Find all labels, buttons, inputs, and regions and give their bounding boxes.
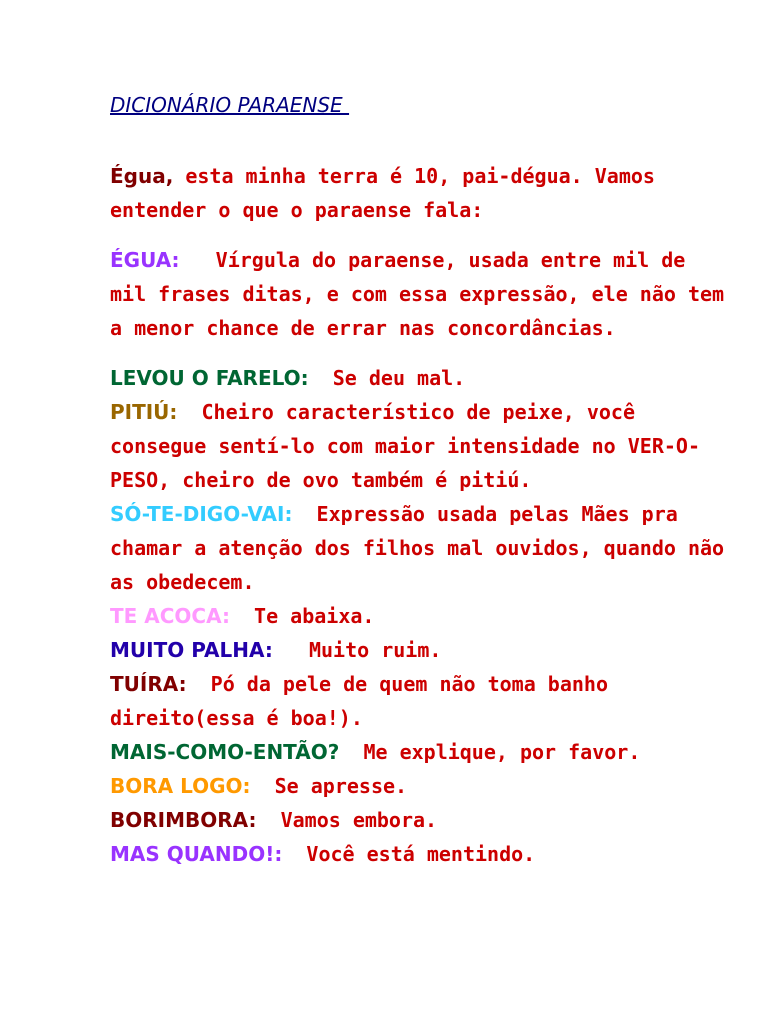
intro-text: esta minha terra é 10, pai-dégua. Vamos entender o que o paraense fala: (110, 164, 667, 222)
entry-term: MAIS-COMO-ENTÃO? (110, 740, 340, 764)
entry-definition: Muito ruim. (272, 638, 442, 662)
entry-definition: Cheiro característico de peixe, você consegue sentí-lo com maior intensidade no VER-O-PESO, cheiro de ovo também é pitiú. (110, 400, 701, 492)
entry-definition: Se deu mal. (308, 366, 466, 390)
entry-term: LEVOU O FARELO: (110, 366, 309, 390)
entry-definition: Pó da pele de quem não toma banho direito(essa é boa!). (110, 672, 621, 730)
document-page (110, 90, 737, 872)
entry-muito-palha (110, 634, 730, 668)
entry-bora-logo (110, 770, 730, 804)
entry-term: MAS QUANDO!: (110, 842, 283, 866)
entry-egua (110, 244, 737, 346)
document-title: DICIONÁRIO PARAENSE (110, 93, 350, 117)
entry-definition: Se apresse. (250, 774, 408, 798)
entry-definition: Você está mentindo. (282, 842, 536, 866)
entry-term: PITIÚ: (110, 400, 178, 424)
entry-term: BORA LOGO: (110, 774, 251, 798)
entry-definition: Vamos embora. (256, 808, 438, 832)
intro-term: Égua, (110, 164, 174, 188)
entry-te-acoca (110, 600, 730, 634)
entry-term: SÓ-TE-DIGO-VAI: (110, 502, 293, 526)
entry-borimbora (110, 804, 730, 838)
entry-mas-quando (110, 838, 730, 872)
entry-definition: Expressão usada pelas Mães pra chamar a atenção dos filhos mal ouvidos, quando não as obedecem. (110, 502, 737, 594)
entry-term: BORIMBORA: (110, 808, 257, 832)
entry-definition: Te abaixa. (229, 604, 375, 628)
entry-so-te-digo-vai (110, 498, 737, 600)
entry-term: MUITO PALHA: (110, 638, 273, 662)
entry-definition: Me explique, por favor. (339, 740, 641, 764)
entry-pitiu (110, 396, 730, 498)
intro-paragraph (110, 160, 730, 228)
entry-term: TE ACOCA: (110, 604, 230, 628)
entry-mais-como-entao (110, 736, 730, 770)
entry-tuira (110, 668, 730, 736)
entry-levou-o-farelo (110, 362, 730, 396)
entry-term: ÉGUA: (110, 248, 180, 272)
entry-term: TUÍRA: (110, 672, 187, 696)
entry-definition: Vírgula do paraense, usada entre mil de mil frases ditas, e com essa expressão, ele não tem a menor chance de errar nas concordâncias. (110, 248, 737, 340)
